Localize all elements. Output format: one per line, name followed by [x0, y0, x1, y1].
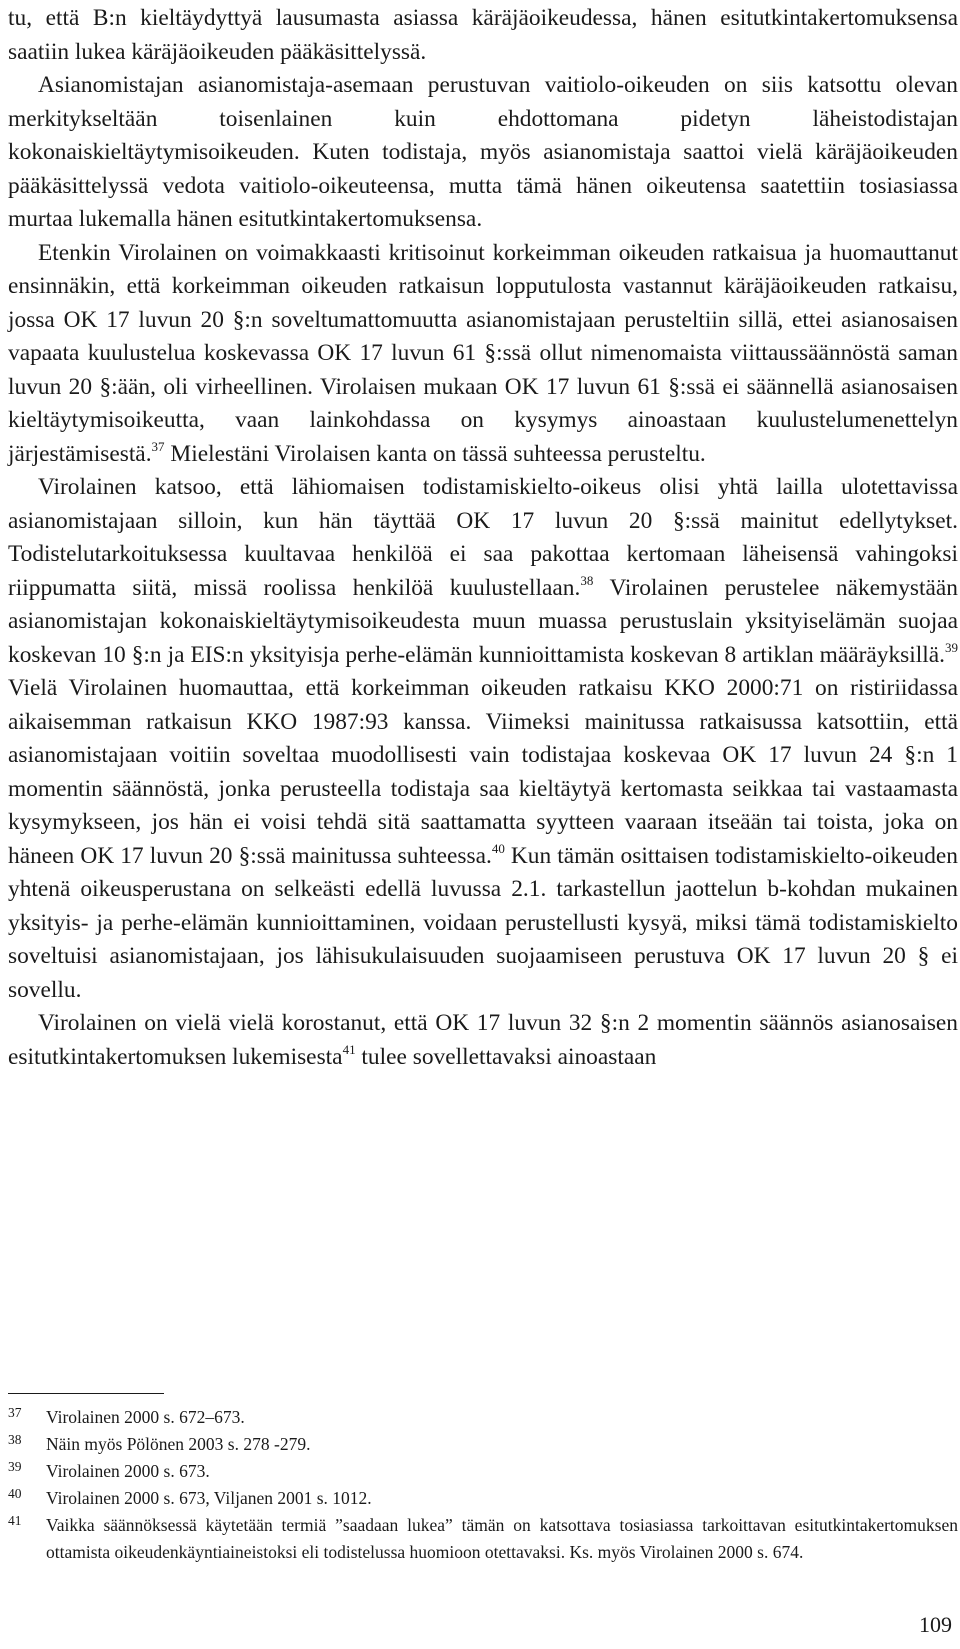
footnote-number: 40 [8, 1486, 22, 1501]
footnote [8, 1458, 958, 1485]
text-run: Asianomistajan asianomistaja-asemaan perustuvan vaitiolo-oikeuden on siis katsottu olevan merkitykseltään toisenlainen kuin ehdottomana pidetyn läheistodistajan kokonaiskieltäytymisoikeuden. Kuten todistaja, myös asianomistaja saattoi vielä käräjäoikeuden pääkäsittelyssä vedota vaitiolo-oikeuteensa, mutta tämä hänen oikeutensa saatettiin tosiasiassa murtaa lukemalla hänen esitutkintakertomuksensa. [8, 72, 958, 232]
footnote [8, 1431, 958, 1458]
footnote-reference: 39 [945, 639, 958, 655]
footnote-number: 39 [8, 1459, 22, 1474]
footnotes [8, 1404, 958, 1566]
paragraph [8, 471, 958, 1007]
text-run: Virolainen on vielä vielä korostanut, että OK 17 luvun 32 §:n 2 momentin säännös asianosaisen esitutkintakertomuksen lukemisesta [8, 1010, 958, 1070]
footnote-separator [8, 1393, 164, 1394]
footnote-text: Virolainen 2000 s. 673. [46, 1461, 210, 1481]
text-run: tulee sovellettavaksi ainoastaan [355, 1043, 657, 1070]
footnote-text: Virolainen 2000 s. 673, Viljanen 2001 s. 1012. [46, 1488, 372, 1508]
footnote-number: 37 [8, 1405, 22, 1420]
paragraph [8, 1007, 958, 1074]
body-text [8, 2, 958, 1074]
footnote-text: Vaikka säännöksessä käytetään termiä ”saadaan lukea” tämän on katsottava tosiasiassa tarkoittavan esitutkintakertomuksen ottamista oikeudenkäyntiaineistoksi eli todistelussa huomioon otettavaksi. Ks. myös Virolainen 2000 s. 674. [46, 1515, 958, 1562]
footnote-number: 41 [8, 1513, 22, 1528]
text-run: Virolainen katsoo, että lähiomaisen todistamiskielto-oikeus olisi yhtä lailla ulotettavissa asianomistajaan silloin, kun hän täyttää OK 17 luvun 20 §:ssä mainitut edellytykset. Todistelutarkoituksessa kuultavaa henkilöä ei saa pakottaa kertomaan läheisensä vahingoksi riippumatta siitä, missä roolissa henkilöä kuulustellaan. [8, 474, 958, 601]
footnote [8, 1485, 958, 1512]
text-run: Vielä Virolainen huomauttaa, että korkeimman oikeuden ratkaisu KKO 2000:71 on ristiriidassa aikaisemman ratkaisun KKO 1987:93 kanssa. Viimeksi mainitussa ratkaisussa katsottiin, että asianomistajaan voitiin soveltaa muodollisesti vain todistajaa koskevaa OK 17 luvun 24 §:n 1 momentin säännöstä, jonka perusteella todistaja saa kieltäytyä kertomasta seikkaa tai vastaamasta kysymykseen, jos hän ei voisi tehdä sitä saattamatta syytteen vaaraan itseään tai toista, joka on häneen OK 17 luvun 20 §:ssä mainitussa suhteessa. [8, 675, 958, 869]
footnote-reference: 38 [580, 572, 594, 588]
text-run: Mielestäni Virolaisen kanta on tässä suhteessa perusteltu. [164, 440, 706, 467]
page-number: 109 [919, 1612, 952, 1637]
footnote [8, 1404, 958, 1431]
footnote [8, 1512, 958, 1566]
footnote-text: Näin myös Pölönen 2003 s. 278 -279. [46, 1434, 311, 1454]
footnote-reference: 40 [491, 840, 505, 856]
footnote-text: Virolainen 2000 s. 672–673. [46, 1407, 245, 1427]
footnote-reference: 41 [342, 1041, 356, 1057]
text-run: Virolainen perustelee näkemystään asianomistajan kokonaiskieltäytymisoikeudesta muun muassa perustuslain yksityiselämän suojaa koskevan 10 §:n ja EIS:n yksityisja perhe-elämän kunnioittamista koskevan 8 artiklan määräyksillä. [8, 574, 958, 668]
text-run: Etenkin Virolainen on voimakkaasti kritisoinut korkeimman oikeuden ratkaisua ja huomauttanut ensinnäkin, että korkeimman oikeuden ratkaisun lopputulosta vastannut käräjäoikeuden ratkaisu, jossa OK 17 luvun 20 §:n soveltumattomuutta asianomistajaan perusteltiin sillä, ettei asianosaisen vapaata kuulustelua koskevassa OK 17 luvun 61 §:ssä ollut nimenomaista viittaussäännöstä saman luvun 20 §:ään, oli virheellinen. Virolaisen mukaan OK 17 luvun 61 §:ssä ei säännellä asianosaisen kieltäytymisoikeutta, vaan lainkohdassa on kysymys ainoastaan kuulustelumenettelyn järjestämisestä. [8, 239, 958, 467]
paragraph [8, 2, 958, 69]
footnote-reference: 37 [151, 438, 165, 454]
paragraph [8, 237, 958, 472]
paragraph [8, 69, 958, 237]
footnote-number: 38 [8, 1432, 22, 1447]
text-run: Kun tämän osittaisen todistamiskielto-oikeuden yhtenä oikeusperustana on selkeästi edellä luvussa 2.1. tarkastellun jaottelun b-kohdan mukainen yksityis- ja perhe-elämän kunnioittaminen, voidaan perustellusti kysyä, miksi tämä todistamiskielto soveltuisi asianomistajaan, jos lähisukulaisuuden suojaamiseen perustuva OK 17 luvun 20 § ei sovellu. [8, 842, 958, 1003]
text-run: tu, että B:n kieltäydyttyä lausumasta asiassa käräjäoikeudessa, hänen esitutkintakertomuksensa saatiin lukea käräjäoikeuden pääkäsittelyssä. [8, 5, 958, 65]
